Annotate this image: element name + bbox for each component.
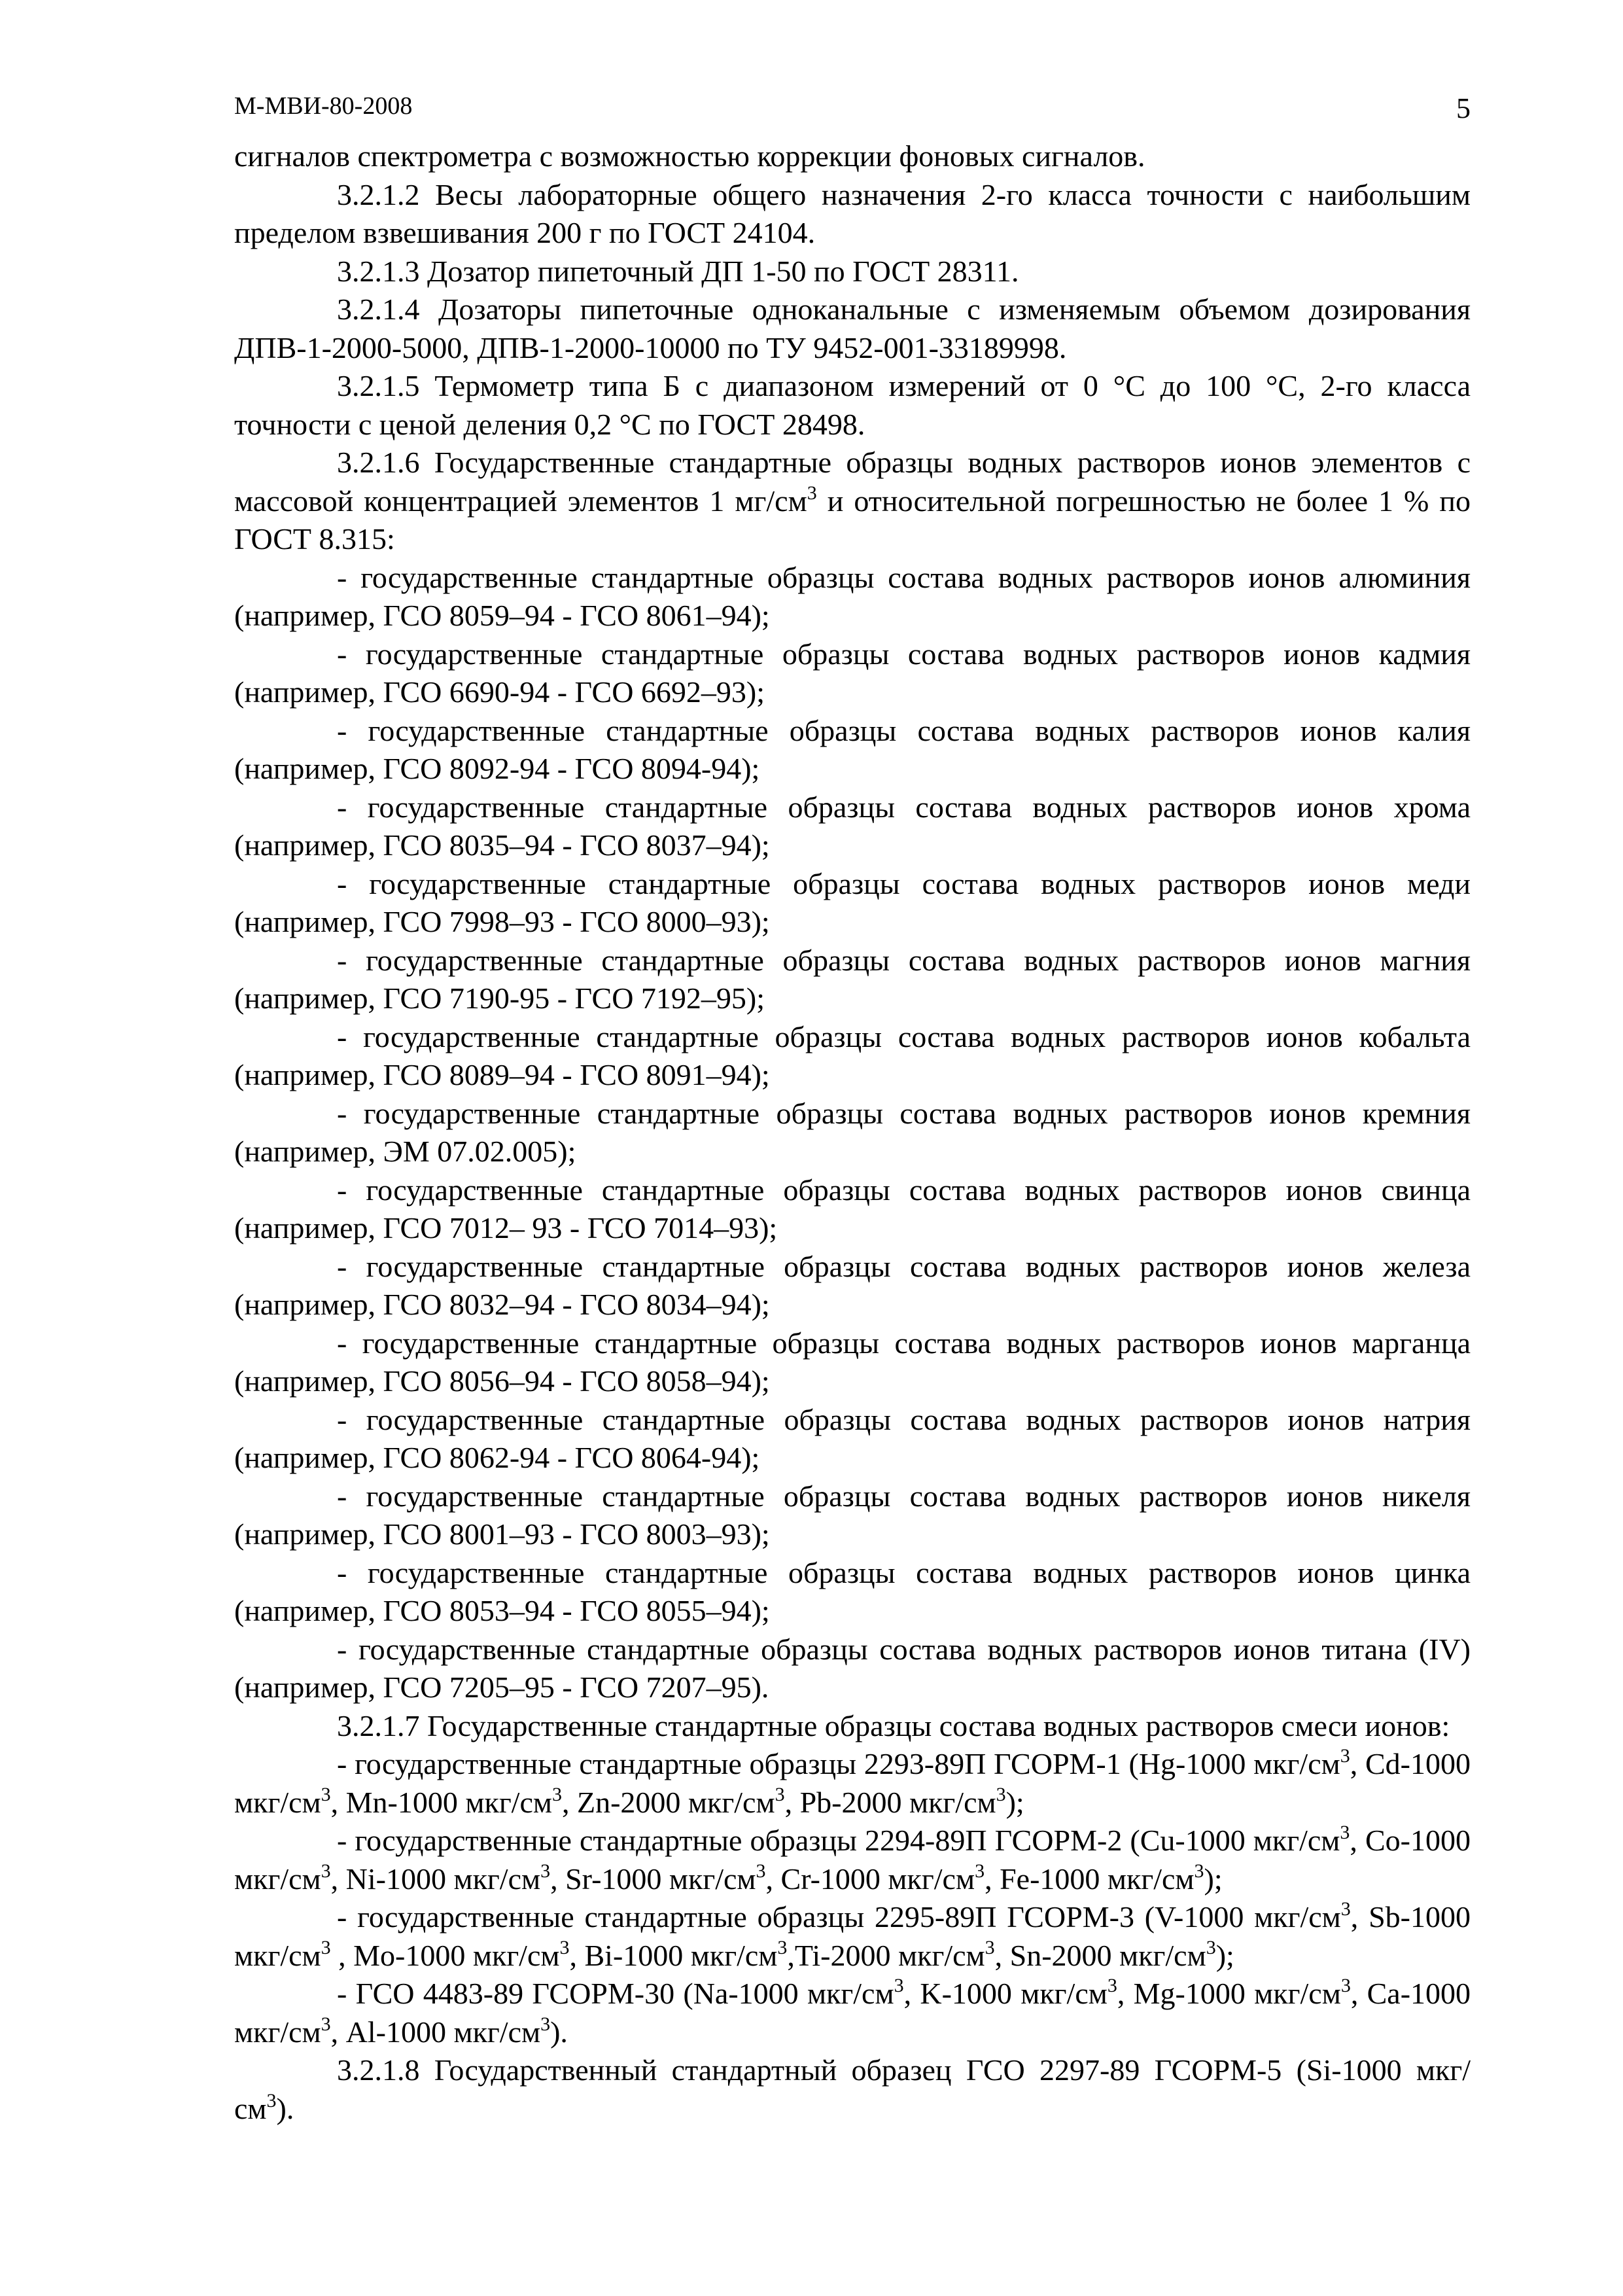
- mixture-separator: ,: [1350, 1747, 1365, 1780]
- paragraph-3-2-1-5: 3.2.1.5 Термометр типа Б с диапазоном измерений от 0 °С до 100 °С, 2-го класса точности с ценой деления 0,2 °С по ГОСТ 28498.: [234, 369, 1471, 441]
- list-item: - государственные стандартные образцы состава водных растворов ионов железа (например, ГСО 8032–94 - ГСО 8034–94);: [234, 1249, 1471, 1321]
- mixture-element: Sb-1000 мкг/см: [234, 1900, 1471, 1972]
- superscript: 3: [894, 1975, 904, 1996]
- mixture-separator: ,: [765, 1862, 781, 1896]
- page-number: 5: [1456, 92, 1471, 124]
- mixture-separator: ,: [550, 1862, 566, 1896]
- list-item: - государственные стандартные образцы состава водных растворов ионов натрия (например, ГСО 8062-94 - ГСО 8064-94);: [234, 1402, 1471, 1474]
- mixture-element: Ni-1000 мкг/см: [345, 1862, 541, 1896]
- mixture-intro: - государственные стандартные образцы 2294-89П ГСОРМ-2 (: [337, 1824, 1140, 1857]
- superscript: 3: [559, 1936, 570, 1958]
- list-item: - государственные стандартные образцы состава водных растворов ионов хрома (например, ГСО 8035–94 - ГСО 8037–94);: [234, 790, 1471, 862]
- superscript: 3: [775, 1783, 785, 1805]
- mixture-element: Mn-1000 мкг/см: [345, 1785, 552, 1819]
- mixture-intro: - государственные стандартные образцы 2295-89П ГСОРМ-3 (: [337, 1900, 1155, 1934]
- paragraph-3-2-1-6: [234, 444, 1471, 559]
- superscript: 3: [552, 1783, 562, 1805]
- mixture-separator: ,: [903, 1977, 920, 2010]
- document-page: [234, 85, 1471, 2128]
- list-item: - государственные стандартные образцы состава водных растворов ионов кобальта (например, ГСО 8089–94 - ГСО 8091–94);: [234, 1019, 1471, 1091]
- mixture-separator: ,: [994, 1938, 1010, 1972]
- mixture-element: Al-1000 мкг/см: [345, 2015, 541, 2049]
- samples-list: [234, 559, 1471, 1707]
- mixture-element: Ti-2000 мкг/см: [794, 1938, 985, 1972]
- mixture-element: Co-1000 мкг/см: [234, 1824, 1471, 1896]
- paragraph-3-2-1-7: 3.2.1.7 Государственные стандартные образцы состава водных растворов смеси ионов:: [337, 1708, 1450, 1742]
- list-item: - государственные стандартные образцы состава водных растворов ионов никеля (например, ГСО 8001–93 - ГСО 8003–93);: [234, 1479, 1471, 1551]
- superscript: 3: [985, 1936, 995, 1958]
- superscript: 3: [266, 2089, 277, 2111]
- document-code: М-МВИ-80-2008: [234, 92, 413, 120]
- mixtures-list: [234, 1745, 1471, 2051]
- mixture-separator: ,: [1350, 1900, 1369, 1934]
- superscript: 3: [1340, 1975, 1351, 1996]
- mixture-element: K-1000 мкг/см: [920, 1977, 1108, 2010]
- mixture-item: [234, 1745, 1471, 1822]
- mixture-element: Fe-1000 мкг/см: [1000, 1862, 1195, 1896]
- mixture-separator: );: [1005, 1785, 1024, 1819]
- paragraph-3-2-1-8-text-end: ).: [276, 2091, 294, 2125]
- mixture-separator: ,: [330, 1938, 354, 1972]
- mixture-element: Pb-2000 мкг/см: [799, 1785, 996, 1819]
- list-item: - государственные стандартные образцы состава водных растворов ионов титана (IV) (например, ГСО 7205–95 - ГСО 7207–95).: [234, 1632, 1471, 1704]
- superscript: 3: [1194, 1860, 1204, 1882]
- mixture-element: Hg-1000 мкг/см: [1138, 1747, 1340, 1780]
- superscript: 3: [321, 2013, 331, 2035]
- mixture-intro: - государственные стандартные образцы 2293-89П ГСОРМ-1 (: [337, 1747, 1139, 1780]
- mixture-item: [234, 1822, 1471, 1898]
- superscript: 3: [996, 1783, 1006, 1805]
- mixture-element: Mg-1000 мкг/см: [1133, 1977, 1341, 2010]
- mixture-element: Cu-1000 мкг/см: [1140, 1824, 1340, 1857]
- superscript: 3: [321, 1936, 331, 1958]
- mixture-element: Na-1000 мкг/см: [693, 1977, 894, 2010]
- list-item: - государственные стандартные образцы состава водных растворов ионов цинка (например, ГСО 8053–94 - ГСО 8055–94);: [234, 1555, 1471, 1627]
- superscript: 3: [807, 482, 817, 504]
- mixture-separator: ,: [330, 2015, 346, 2049]
- mixture-element: Cr-1000 мкг/см: [780, 1862, 975, 1896]
- mixture-separator: ,: [330, 1785, 346, 1819]
- list-item: - государственные стандартные образцы состава водных растворов ионов меди (например, ГСО 7998–93 - ГСО 8000–93);: [234, 866, 1471, 938]
- mixture-item: [234, 1975, 1471, 2051]
- paragraph-3-2-1-4: 3.2.1.4 Дозаторы пипеточные одноканальные с изменяемым объемом дозирования ДПВ-1-2000-5000, ДПВ-1-2000-10000 по ТУ 9452-001-33189998.: [234, 292, 1471, 364]
- paragraph-3-2-1-2: 3.2.1.2 Весы лабораторные общего назначения 2-го класса точности с наибольшим пределом взвешивания 200 г по ГОСТ 24104.: [234, 177, 1471, 249]
- superscript: 3: [1340, 1745, 1350, 1767]
- mixture-separator: ,: [784, 1785, 800, 1819]
- mixture-element: Sn-2000 мкг/см: [1009, 1938, 1206, 1972]
- mixture-element: Zn-2000 мкг/см: [577, 1785, 775, 1819]
- list-item: - государственные стандартные образцы состава водных растворов ионов кадмия (например, ГСО 6690-94 - ГСО 6692–93);: [234, 637, 1471, 709]
- mixture-separator: ,: [569, 1938, 585, 1972]
- list-item: - государственные стандартные образцы состава водных растворов ионов калия (например, ГСО 8092-94 - ГСО 8094-94);: [234, 713, 1471, 785]
- mixture-separator: );: [1204, 1862, 1223, 1896]
- mixture-separator: ,: [562, 1785, 577, 1819]
- superscript: 3: [1340, 1822, 1350, 1843]
- mixture-separator: ).: [550, 2015, 568, 2049]
- paragraph-3-2-1-6-text-end: и относительной погрешностью не более 1 % по ГОСТ 8.315:: [234, 484, 1471, 556]
- superscript: 3: [321, 1860, 331, 1882]
- mixture-item: [234, 1898, 1471, 1975]
- paragraph-3-2-1-8-text: 3.2.1.8 Государственный стандартный образец ГСО 2297-89 ГСОРМ-5 (Si-1000 мкг/см: [234, 2053, 1471, 2125]
- list-item: - государственные стандартные образцы состава водных растворов ионов кремния (например, ЭМ 07.02.005);: [234, 1096, 1471, 1168]
- list-item: - государственные стандартные образцы состава водных растворов ионов магния (например, ГСО 7190-95 - ГСО 7192–95);: [234, 943, 1471, 1015]
- mixture-separator: );: [1215, 1938, 1234, 1972]
- list-item: - государственные стандартные образцы состава водных растворов ионов марганца (например, ГСО 8056–94 - ГСО 8058–94);: [234, 1326, 1471, 1398]
- mixture-intro: - ГСО 4483-89 ГСОРМ-30 (: [337, 1977, 693, 2010]
- mixture-separator: ,: [985, 1862, 1000, 1896]
- superscript: 3: [975, 1860, 985, 1882]
- mixture-element: V-1000 мкг/см: [1155, 1900, 1341, 1934]
- mixture-element: Ca-1000 мкг/см: [234, 1977, 1471, 2049]
- superscript: 3: [1107, 1975, 1117, 1996]
- superscript: 3: [540, 1860, 551, 1882]
- superscript: 3: [1340, 1898, 1351, 1920]
- mixture-element: Bi-1000 мкг/см: [584, 1938, 778, 1972]
- mixture-separator: ,: [1117, 1977, 1134, 2010]
- mixture-separator: ,: [787, 1938, 795, 1972]
- mixture-element: Sr-1000 мкг/см: [565, 1862, 756, 1896]
- superscript: 3: [756, 1860, 766, 1882]
- paragraph-3-2-1-3: 3.2.1.3 Дозатор пипеточный ДП 1-50 по ГОСТ 28311.: [337, 254, 1019, 288]
- paragraph-continuation: сигналов спектрометра с возможностью коррекции фоновых сигналов.: [234, 139, 1145, 173]
- superscript: 3: [540, 2013, 551, 2035]
- mixture-element: Cd-1000 мкг/см: [234, 1747, 1471, 1819]
- list-item: - государственные стандартные образцы состава водных растворов ионов свинца (например, ГСО 7012– 93 - ГСО 7014–93);: [234, 1173, 1471, 1245]
- paragraph-3-2-1-6-text: 3.2.1.6 Государственные стандартные образцы водных растворов ионов элементов с массовой концентрацией элементов 1 мг/см: [234, 446, 1471, 518]
- mixture-element: Mo-1000 мкг/см: [353, 1938, 560, 1972]
- superscript: 3: [777, 1936, 788, 1958]
- mixture-separator: ,: [1350, 1824, 1365, 1857]
- mixture-separator: ,: [1350, 1977, 1367, 2010]
- mixture-separator: ,: [330, 1862, 346, 1896]
- list-item: - государственные стандартные образцы состава водных растворов ионов алюминия (например, ГСО 8059–94 - ГСО 8061–94);: [234, 560, 1471, 632]
- page-header: [234, 85, 1471, 137]
- paragraph-3-2-1-8: [234, 2051, 1471, 2128]
- superscript: 3: [1206, 1936, 1216, 1958]
- superscript: 3: [321, 1783, 331, 1805]
